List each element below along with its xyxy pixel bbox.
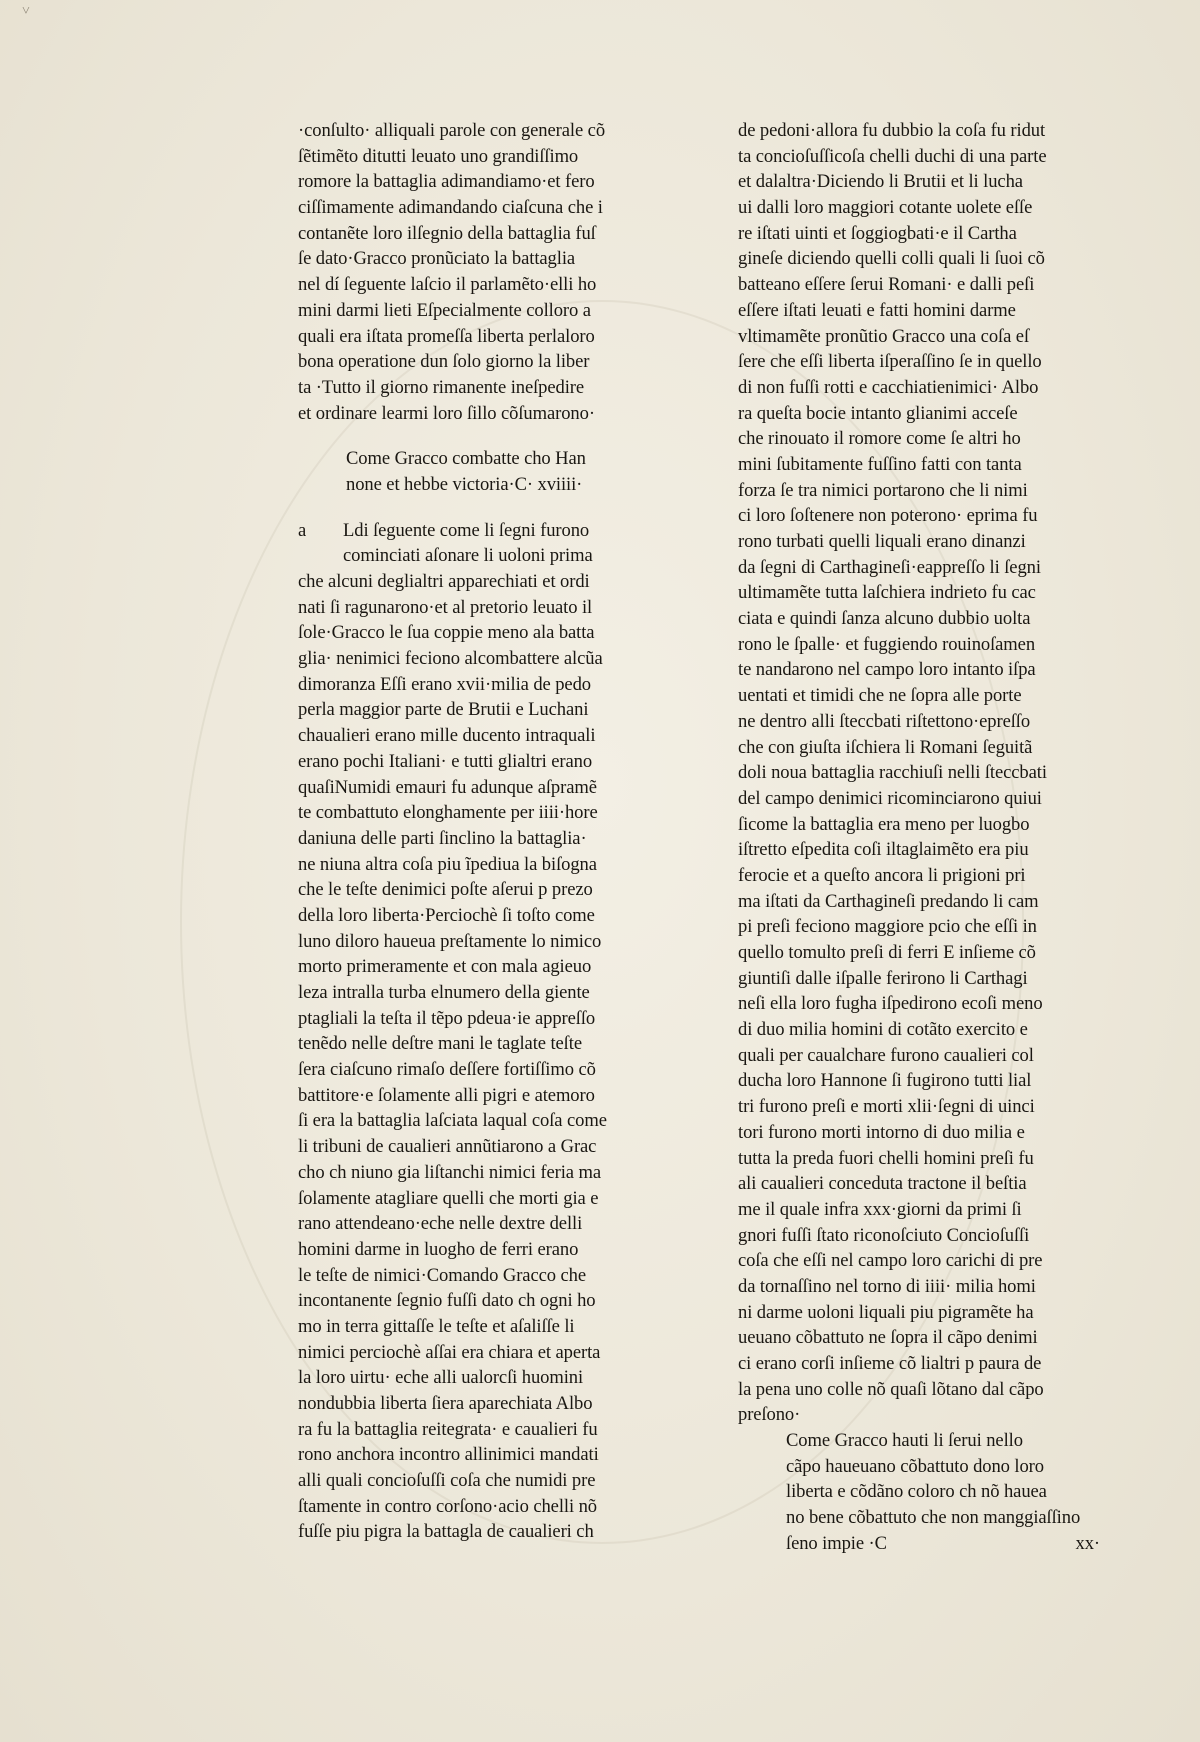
text-line [298, 518, 670, 544]
text-line: luno diloro haueua preſtamente lo nimico [298, 930, 602, 952]
text-line: glia· nenimici feciono alcombattere alcũa [298, 648, 603, 670]
gap [298, 426, 670, 446]
text-line: de pedoni·allora fu dubbio la coſa fu ridut [738, 120, 1046, 141]
text-line: ultimamẽte tutta laſchiera indrieto fu cac [738, 582, 1036, 604]
text-line: ferocie et a queſto ancora li prigioni pri [738, 864, 1026, 886]
text-line: tenẽdo nelle deſtre mani le taglate teſte [298, 1033, 582, 1055]
text-line: tutta la preda fuori chelli homini preſi fu [738, 1147, 1034, 1169]
text-line: la loro uirtu· eche alli ualorcſi huomini [298, 1367, 584, 1389]
text-line: del campo denimici ricominciarono quiui [738, 787, 1042, 809]
text-line: rono turbati quelli liquali erano dinanzi [738, 531, 1026, 552]
text-line: tri furono preſi e morti xlii·ſegni di uinci [738, 1096, 1035, 1118]
text-line: la pena uno colle nõ quaſi lõtano dal cãpo [738, 1378, 1044, 1400]
text-line: contanẽte loro ilſegnio della battaglia fuſ [298, 222, 596, 244]
text-line: nimici perciochè aſſai era chiara et aperta [298, 1341, 601, 1363]
text-line: leza intralla turba elnumero della giente [298, 982, 590, 1003]
text-line: perla maggior parte de Brutii e Luchani [298, 699, 589, 721]
chapter-number: xx· [1075, 1532, 1100, 1554]
text-line: chaualieri erano mille ducento intraquali [298, 725, 596, 747]
right-paragraph-1 [738, 118, 1110, 1428]
text-line: ſolamente atagliare quelli che morti gia e [298, 1187, 599, 1209]
text-line: none et hebbe victoria·C· xviiii· [346, 473, 583, 495]
text-line: mo in terra gittaſſe le teſte et aſaliſſe li [298, 1315, 575, 1337]
text-line: ſole·Gracco le ſua coppie meno ala batta [298, 622, 595, 644]
text-line: li tribuni de caualieri annũtiarono a Grac [298, 1136, 597, 1158]
text-line: ptagliali la teſta il tẽpo pdeua·ie appreſſo [298, 1007, 596, 1029]
text-line: gineſe diciendo quelli colli quali li ſuoi cõ [738, 248, 1045, 270]
heading-last-line [738, 1531, 1110, 1557]
left-paragraph-1 [298, 118, 670, 426]
text-line: quali era iſtata promeſſa liberta perlaloro [298, 325, 595, 347]
text-line: batteano eſſere ſerui Romani· e dalli peſi [738, 274, 1035, 296]
text-line: ta concioſuſſicoſa chelli duchi di una parte [738, 145, 1047, 167]
text-line: iſtretto eſpedita coſi iltaglaimẽto era piu [738, 839, 1029, 861]
heading-last-left: ſeno impie ·C [786, 1532, 887, 1554]
text-line: bona operatione dun ſolo giorno la liber [298, 351, 590, 373]
text-line: et dalaltra·Diciendo li Brutii et li lucha [738, 171, 1023, 193]
text-line: quaſiNumidi emauri fu adunque aſpramẽ [298, 776, 597, 798]
text-line: ueuano cõbattuto ne ſopra il cãpo denimi [738, 1327, 1038, 1349]
text-line: ne dentro alli ſteccbati riſtettono·epreſſo [738, 710, 1031, 732]
text-line: morto primeramente et con mala agieuo [298, 956, 592, 978]
text-line: ne niuna altra coſa piu ĩpediua la biſogna [298, 853, 597, 875]
text-line: ta ·Tutto il giorno rimanente ineſpedire [298, 376, 585, 398]
text-line: ſe dato·Gracco pronũciato la battaglia [298, 248, 576, 270]
text-line: che rinouato il romore come ſe altri ho [738, 428, 1021, 450]
text-line: ciſſimamente adimandando ciaſcuna che i [298, 197, 603, 219]
text-line: ciata e quindi ſanza alcuno dubbio uolta [738, 608, 1031, 630]
text-line: coſa che eſſi nel campo loro carichi di pre [738, 1250, 1043, 1272]
text-line: ducha loro Hannone ſi fugirono tutti lial [738, 1070, 1032, 1092]
text-line: et ordinare learmi loro ſillo cõſumarono· [298, 402, 595, 424]
chapter-heading-xviiii [298, 446, 670, 497]
text-line: di duo milia homini di cotãto exercito e [738, 1019, 1028, 1041]
text-line: della loro liberta·Perciochè ſi toſto come [298, 904, 595, 926]
text-line: nati ſi ragunarono·et al pretorio leuato il [298, 596, 593, 618]
text-line: battitore·e ſolamente alli pigri e atemoro [298, 1084, 595, 1106]
text-line: nondubbia liberta ſiera aparechiata Albo [298, 1393, 593, 1414]
text-line: di non fuſſi rotti e cacchiatienimici· Albo [738, 376, 1039, 398]
text-line: rono anchora incontro allinimici mandati [298, 1444, 599, 1466]
text-line: preſono· [738, 1404, 801, 1426]
text-line: gnori fuſſi ſtato riconoſciuto Concioſuſſi [738, 1224, 1030, 1246]
text-line: rano attendeano·eche nelle dextre delli [298, 1213, 583, 1235]
text-line: Come Gracco combatte cho Han [346, 448, 586, 470]
text-line: che le teſte denimici poſte aſerui p prezo [298, 879, 593, 901]
text-line: le teſte de nimici·Comando Gracco che [298, 1264, 586, 1286]
text-line: ma iſtati da Carthagineſi predando li cam [738, 890, 1039, 912]
text-line: cãpo haueuano cõbattuto dono loro [786, 1455, 1044, 1477]
text-line: rono le ſpalle· et fuggiendo rouinoſamen [738, 633, 1036, 655]
text-line: ali caualieri conceduta tractone il beſtia [738, 1173, 1027, 1195]
text-line: tori furono morti intorno di duo milia e [738, 1121, 1025, 1143]
text-line: eſſere iſtati leuati e fatti homini darme [738, 299, 1016, 321]
right-column [738, 118, 1110, 1557]
text-line: daniuna delle parti ſinclino la battaglia· [298, 827, 587, 849]
text-line: erano pochi Italiani· e tutti glialtri erano [298, 750, 593, 772]
text-line: ſere che eſſi liberta iſperaſſino ſe in quello [738, 351, 1042, 373]
text-line: mini ſubitamente fuſſino fatti con tanta [738, 453, 1022, 475]
text-line: nel dí ſeguente laſcio il parlamẽto·elli ho [298, 274, 597, 296]
text-line: ra fu la battaglia reitegrata· e caualieri fu [298, 1418, 598, 1440]
text-line: ſẽtimẽto ditutti leuato uno grandiſſimo [298, 145, 579, 167]
text-line: pi preſi feciono maggiore pcio che eſſi in [738, 916, 1037, 938]
text-line: liberta e cõdãno coloro ch nõ hauea [786, 1481, 1047, 1503]
text-line: re iſtati uinti et ſoggiogbati·e il Cartha [738, 222, 1017, 244]
text-line: te combattuto elonghamente per iiii·hore [298, 802, 598, 824]
text-line: giuntiſi dalle iſpalle ferirono li Carthagi [738, 967, 1028, 989]
text-line: ·conſulto· alliquali parole con generale cõ [298, 120, 606, 141]
text-line: Come Gracco hauti li ſerui nello [786, 1430, 1023, 1452]
text-line: ſera ciaſcuno rimaſo deſſere fortiſſimo cõ [298, 1059, 596, 1081]
left-column [298, 118, 670, 1545]
text-line: vltimamẽte pronũtio Gracco una coſa eſ [738, 325, 1030, 347]
text-line: ni darme uoloni liquali piu pigramẽte ha [738, 1301, 1034, 1323]
left-paragraph-2-body [298, 569, 670, 1545]
text-line: ci erano corſi inſieme cõ lialtri p paura de [738, 1353, 1042, 1374]
text-line-content: Ldi ſeguente come li ſegni furono [343, 519, 590, 541]
text-line: dimoranza Eſſi erano xvii·milia de pedo [298, 673, 591, 695]
text-line: che alcuni deglialtri apparechiati et ordi [298, 571, 590, 592]
text-line: ci loro ſoſtenere non poterono· eprima fu [738, 505, 1038, 527]
text-line: doli noua battaglia racchiuſi nelli ſteccbati [738, 762, 1047, 784]
text-line: neſi ella loro fugha iſpedirono ecoſi meno [738, 993, 1043, 1015]
gap [298, 498, 670, 518]
text-line: da ſegni di Carthagineſi·eappreſſo li ſegni [738, 556, 1041, 578]
text-line: cominciati aſonare li uoloni prima [343, 545, 593, 567]
text-line: me il quale infra xxx·giorni da primi ſi [738, 1198, 1022, 1220]
text-line: uentati et timidi che ne ſopra alle porte [738, 685, 1022, 707]
left-paragraph-2 [298, 518, 670, 1546]
text-line: mini darmi lieti Eſpecialmente colloro a [298, 299, 591, 321]
text-line: homini darme in luogho de ferri erano [298, 1238, 579, 1260]
text-line: ui dalli loro maggiori cotante uolete eſſe [738, 197, 1033, 219]
text-line: da tornaſſino nel torno di iiii· milia homi [738, 1275, 1036, 1297]
text-line: cho ch niuno gia liſtanchi nimici feria ma [298, 1161, 602, 1183]
text-line: romore la battaglia adimandiamo·et fero [298, 171, 595, 193]
text-line: incontanente ſegnio fuſſi dato ch ogni ho [298, 1290, 596, 1312]
text-line: quello tomulto preſi di ferri E inſieme cõ [738, 942, 1036, 963]
text-line: fuſſe piu pigra la battagla de caualieri ch [298, 1521, 594, 1543]
corner-mark: ˅ [22, 4, 30, 19]
text-line: alli quali concioſuſſi coſa che numidi pre [298, 1470, 596, 1492]
initial-letter: a [298, 519, 307, 541]
text-line: ſi era la battaglia laſciata laqual coſa come [298, 1110, 607, 1132]
text-line: te nandarono nel campo loro intanto iſpa [738, 659, 1036, 681]
text-line: no bene cõbattuto che non manggiaſſino [786, 1507, 1081, 1529]
text-line: forza ſe tra nimici portarono che li nimi [738, 479, 1028, 501]
chapter-heading-xx [738, 1428, 1110, 1531]
text-line: ſtamente in contro corſono·acio chelli nõ [298, 1495, 597, 1517]
text-line: ſicome la battaglia era meno per luogbo [738, 813, 1030, 835]
text-line: quali per caualchare furono caualieri col [738, 1044, 1034, 1066]
text-line: che con giuſta iſchiera li Romani ſeguitã [738, 736, 1033, 758]
text-line: ra queſta bocie intanto glianimi acceſe [738, 402, 1018, 424]
